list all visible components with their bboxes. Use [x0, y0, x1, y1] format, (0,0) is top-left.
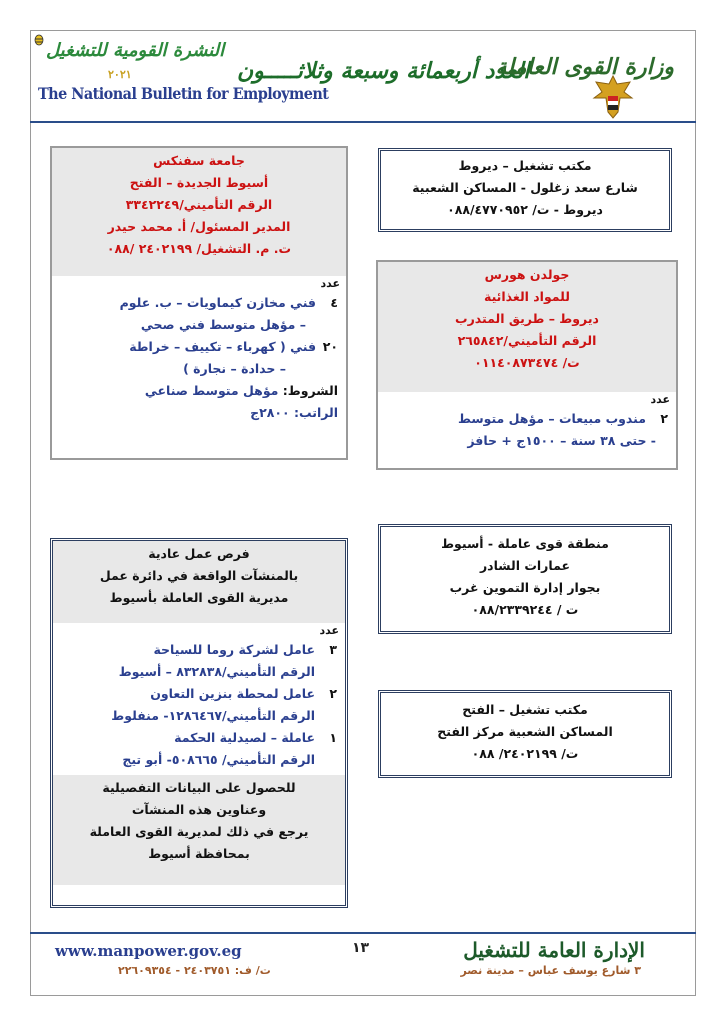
ordinary-note-line3: يرجع في ذلك لمديرية القوى العاملة — [89, 824, 309, 839]
footer-address: ٣ شارع يوسف عباس – مدينة نصر — [460, 964, 641, 977]
office-dayrout-phone: ديروط - ت/ ٠٨٨/٤٧٧٠٩٥٢ — [447, 202, 603, 217]
list-item: الرقم التأميني/ ٥٠٨٦٦٥- أبو تيج — [122, 752, 315, 767]
list-item: ٢٠فني ( كهرباء – تكييف – خراطة — [129, 339, 338, 354]
sphinx-conditions: الشروط: مؤهل متوسط صناعي — [144, 383, 338, 398]
footer-divider — [30, 932, 696, 934]
sphinx-header — [52, 148, 346, 276]
office-dayrout-title: مكتب تشغيل – ديروط — [458, 158, 592, 173]
golden-horse-phone: ت/ ٠١١٤٠٨٧٣٤٧٤ — [474, 355, 580, 370]
sphinx-name: جامعة سفنكس — [153, 153, 245, 168]
office-fath-phone: ت/ ٢٤٠٢١٩٩/ ٠٨٨ — [471, 746, 579, 761]
bulletin-year: ٢٠٢١ — [108, 68, 132, 81]
bee-icon — [32, 32, 46, 46]
footer-website-link[interactable]: www.manpower.gov.eg — [55, 942, 242, 960]
golden-horse-location: ديروط – طريق المتدرب — [455, 311, 599, 326]
list-item: - حتى ٣٨ سنة – ١٥٠٠ج + حافز — [467, 433, 656, 448]
ordinary-line2: بالمنشآت الواقعة في دائرة عمل — [99, 568, 299, 583]
footer-phone: ت/ ف: ٢٤٠٣٧٥١ - ٢٢٦٠٩٣٥٤ — [118, 964, 271, 977]
office-fath-title: مكتب تشغيل – الفتح — [462, 702, 588, 717]
list-item: ٣عامل لشركة روما للسياحة — [153, 642, 337, 657]
region-assiut-line2: عمارات الشادر — [479, 558, 570, 573]
region-assiut-title: منطقة قوى عاملة - أسيوط — [441, 536, 609, 551]
sphinx-count-label: عدد — [320, 277, 340, 290]
sphinx-phone: ت. م. التشغيل/ ٢٤٠٢١٩٩ /٠٨٨ — [106, 241, 292, 256]
header-divider — [30, 121, 696, 123]
office-dayrout-address: شارع سعد زغلول - المساكن الشعبية — [412, 180, 638, 195]
list-item: ٢مندوب مبيعات – مؤهل متوسط — [457, 411, 668, 426]
office-fath-line2: المساكن الشعبية مركز الفتح — [437, 724, 613, 739]
list-item: – مؤهل متوسط فني صحي — [140, 317, 306, 332]
sphinx-location: أسيوط الجديدة – الفتح — [129, 175, 269, 190]
ordinary-count-label: عدد — [319, 624, 339, 637]
bulletin-arabic-title: النشرة القومية للتشغيل — [46, 40, 225, 61]
region-assiut-phone: ت / ٠٨٨/٢٣٣٩٢٤٤ — [471, 602, 579, 617]
sphinx-salary: الراتب: ٢٨٠٠ج — [250, 405, 338, 420]
ordinary-title: فرص عمل عادية — [148, 546, 250, 561]
region-assiut-box — [378, 524, 672, 634]
list-item: الرقم التأميني/١٢٨٦٤٦٧- منفلوط — [111, 708, 315, 723]
page-header — [32, 32, 694, 120]
list-item: ٢عامل لمحطة بنزين التعاون — [150, 686, 337, 701]
ordinary-note-line1: للحصول على البيانات التفصيلية — [102, 780, 296, 795]
golden-horse-job-box — [376, 260, 678, 470]
ordinary-note — [53, 775, 345, 885]
golden-horse-header — [378, 262, 676, 392]
list-item: – حدادة – نجارة ) — [183, 361, 286, 376]
list-item: ١عاملة – لصيدلية الحكمة — [174, 730, 337, 745]
sphinx-manager: المدير المسئول/ أ. محمد حيدر — [107, 219, 291, 234]
golden-horse-name: جولدن هورس — [484, 267, 570, 282]
region-assiut-line3: بجوار إدارة التموين غرب — [449, 580, 601, 595]
bulletin-english-title: The National Bulletin for Employment — [38, 84, 329, 103]
ordinary-header — [53, 541, 345, 623]
ordinary-jobs-box — [50, 538, 348, 908]
golden-horse-count-label: عدد — [650, 393, 670, 406]
list-item: الرقم التأميني/٨٣٢٨٣٨ – أسيوط — [118, 664, 315, 679]
office-fath-box — [378, 690, 672, 778]
page-number: ١٣ — [352, 940, 370, 956]
golden-horse-sub: للمواد الغذائية — [484, 289, 570, 304]
issue-number: العدد أربعمائة وسبعة وثلاثـــــون — [237, 58, 530, 84]
ministry-title: وزارة القوى العاملة — [495, 54, 674, 80]
sphinx-job-box — [50, 146, 348, 460]
sphinx-insurance: الرقم التأميني/٣٣٤٢٢٤٩ — [125, 197, 273, 212]
ordinary-line3: مديرية القوى العاملة بأسيوط — [109, 590, 289, 605]
list-item: ٤فني مخازن كيماويات – ب. علوم — [119, 295, 338, 310]
office-dayrout-box — [378, 148, 672, 232]
golden-horse-insurance: الرقم التأميني/٢٦٥٨٤٢ — [457, 333, 597, 348]
ordinary-note-line2: وعناوين هذه المنشآت — [131, 802, 267, 817]
ordinary-note-line4: بمحافظة أسيوط — [148, 846, 250, 861]
footer-title: الإدارة العامة للتشغيل — [463, 938, 645, 962]
